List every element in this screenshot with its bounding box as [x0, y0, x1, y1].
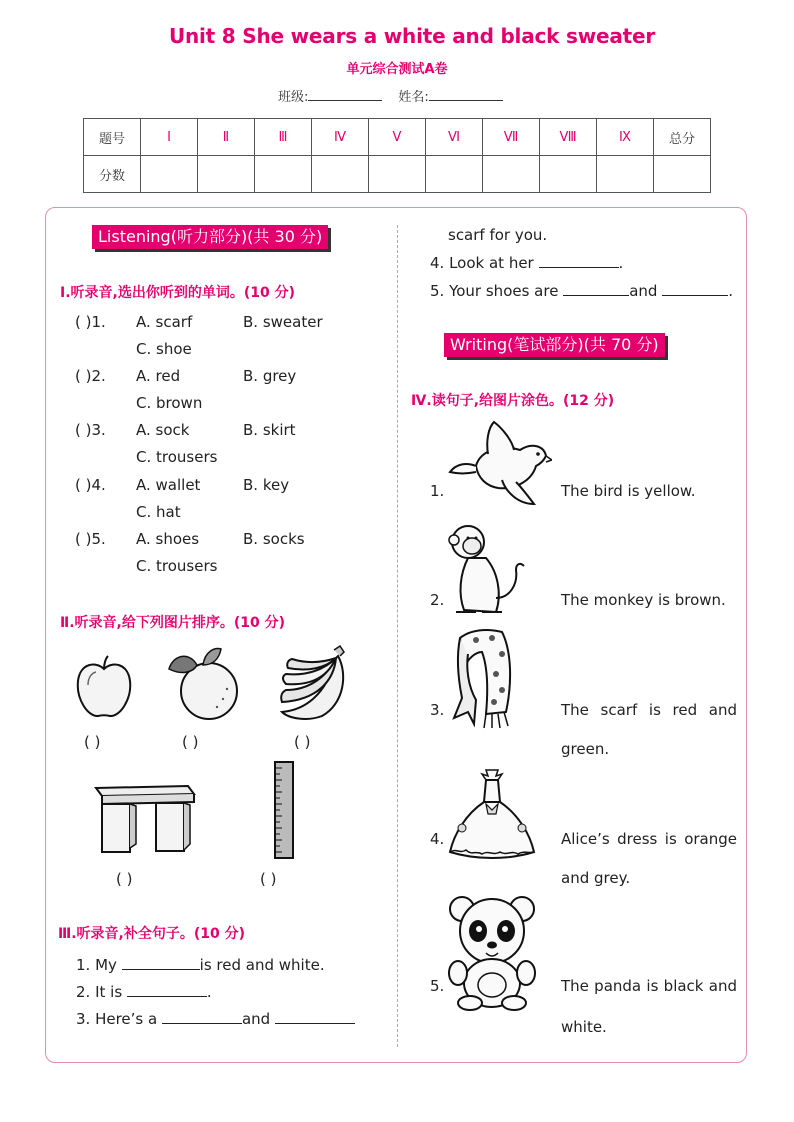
color-item-3-text-line1: The scarf is red and — [561, 701, 737, 719]
column-divider — [397, 225, 398, 1047]
worksheet-subtitle: 单元综合测试A卷 — [346, 62, 448, 77]
score-cell-header: Ⅷ — [540, 119, 597, 156]
question-4-option-c: C. hat — [136, 503, 181, 521]
sentence-3-middle: and — [241, 1010, 275, 1028]
question-2-number: ( )2. — [75, 367, 106, 385]
listening-banner: Listening(听力部分)(共 30 分) — [92, 225, 328, 249]
apple-icon — [74, 655, 134, 719]
bananas-icon — [278, 644, 352, 722]
score-cell-header: Ⅱ — [198, 119, 255, 156]
score-cell[interactable] — [312, 156, 369, 193]
question-5-option-a: A. shoes — [136, 530, 200, 548]
sentence-4-blank[interactable] — [539, 253, 619, 268]
color-item-2-text: The monkey is brown. — [561, 591, 726, 609]
score-cell-header: Ⅳ — [312, 119, 369, 156]
score-cell[interactable] — [597, 156, 654, 193]
orange-icon — [167, 645, 245, 721]
question-3-option-c: C. trousers — [136, 448, 218, 466]
sentence-5-end: . — [728, 282, 733, 300]
writing-banner: Writing(笔试部分)(共 70 分) — [444, 333, 665, 357]
order-blank-2[interactable]: ( ) — [182, 733, 199, 751]
question-4-option-b: B. key — [243, 476, 290, 494]
question-1-option-a: A. scarf — [136, 313, 193, 331]
sentence-1-end: is red and white. — [199, 956, 325, 974]
sentence-3-blank-1[interactable] — [162, 1009, 242, 1024]
color-item-2-number: 2. — [430, 591, 445, 609]
sentence-5-middle: and — [629, 282, 663, 300]
question-5-option-b: B. socks — [243, 530, 305, 548]
score-cell[interactable] — [483, 156, 540, 193]
color-item-3-number: 3. — [430, 701, 445, 719]
ruler-icon — [272, 760, 296, 860]
part1-heading: Ⅰ.听录音,选出你听到的单词。(10 分) — [60, 285, 295, 301]
sentence-2 — [76, 982, 212, 1001]
score-cell-header: Ⅸ — [597, 119, 654, 156]
score-cell[interactable] — [426, 156, 483, 193]
class-label: 班级: — [278, 90, 309, 105]
sentence-2-start: 2. It is — [76, 983, 127, 1001]
question-2-option-c: C. brown — [136, 394, 203, 412]
sentence-1-start: 1. My — [76, 956, 122, 974]
bird-icon — [446, 420, 552, 510]
question-2-option-a: A. red — [136, 367, 181, 385]
monkey-icon — [446, 518, 526, 618]
score-cell[interactable] — [255, 156, 312, 193]
panda-icon — [446, 893, 538, 1011]
score-cell-header: Ⅵ — [426, 119, 483, 156]
name-blank[interactable] — [429, 88, 503, 101]
color-item-4-number: 4. — [430, 830, 445, 848]
question-1-option-b: B. sweater — [243, 313, 323, 331]
sentence-3-start: 3. Here’s a — [76, 1010, 162, 1028]
sentence-1-blank[interactable] — [122, 955, 200, 970]
question-1-option-c: C. shoe — [136, 340, 192, 358]
score-cell[interactable] — [654, 156, 711, 193]
score-cell[interactable] — [198, 156, 255, 193]
score-cell-header: Ⅲ — [255, 119, 312, 156]
score-row-label: 分数 — [84, 156, 141, 193]
color-item-4-text-line1: Alice’s dress is orange — [561, 830, 737, 848]
sentence-4-start: 4. Look at her — [430, 254, 539, 272]
dress-icon — [446, 768, 538, 860]
score-table — [83, 118, 711, 193]
class-blank[interactable] — [308, 88, 382, 101]
color-item-5-text-line1: The panda is black and — [561, 977, 737, 995]
sentence-2-blank[interactable] — [127, 982, 207, 997]
sentence-5-start: 5. Your shoes are — [430, 282, 564, 300]
order-blank-3[interactable]: ( ) — [294, 733, 311, 751]
sentence-3 — [76, 1009, 355, 1028]
score-cell-header: 总分 — [654, 119, 711, 156]
order-blank-5[interactable]: ( ) — [260, 870, 277, 888]
order-blank-1[interactable]: ( ) — [84, 733, 101, 751]
score-cell[interactable] — [540, 156, 597, 193]
question-3-number: ( )3. — [75, 421, 106, 439]
sentence-5-blank-2[interactable] — [662, 281, 728, 296]
sentence-5 — [430, 281, 733, 300]
score-cell-header: 题号 — [84, 119, 141, 156]
score-cell[interactable] — [369, 156, 426, 193]
sentence-1 — [76, 955, 325, 974]
sentence-5-blank-1[interactable] — [563, 281, 629, 296]
score-cell-header: Ⅰ — [141, 119, 198, 156]
question-3-option-a: A. sock — [136, 421, 190, 439]
score-cell-header: Ⅴ — [369, 119, 426, 156]
question-5-number: ( )5. — [75, 530, 106, 548]
score-table-header-row — [84, 119, 711, 156]
sentence-2-end: . — [206, 983, 212, 1001]
question-4-option-a: A. wallet — [136, 476, 201, 494]
question-5-option-c: C. trousers — [136, 557, 218, 575]
color-item-5-number: 5. — [430, 977, 445, 995]
scarf-icon — [446, 628, 518, 730]
part3-heading: Ⅲ.听录音,补全句子。(10 分) — [58, 926, 246, 942]
color-item-3-text-line2: green. — [561, 740, 610, 758]
class-name-line — [278, 86, 503, 105]
color-item-1-text: The bird is yellow. — [561, 482, 696, 500]
sentence-4-end: . — [618, 254, 624, 272]
color-item-5-text-line2: white. — [561, 1018, 607, 1036]
question-1-number: ( )1. — [75, 313, 106, 331]
sentence-4 — [430, 253, 623, 272]
score-cell[interactable] — [141, 156, 198, 193]
score-table-score-row — [84, 156, 711, 193]
color-item-4-text-line2: and grey. — [561, 869, 631, 887]
question-4-number: ( )4. — [75, 476, 106, 494]
part2-heading: Ⅱ.听录音,给下列图片排序。(10 分) — [60, 615, 286, 631]
sentence-3-continued: scarf for you. — [448, 226, 548, 244]
color-item-1-number: 1. — [430, 482, 445, 500]
question-3-option-b: B. skirt — [243, 421, 296, 439]
question-2-option-b: B. grey — [243, 367, 297, 385]
part4-heading: Ⅳ.读句子,给图片涂色。(12 分) — [411, 393, 615, 409]
order-blank-4[interactable]: ( ) — [116, 870, 133, 888]
score-cell-header: Ⅶ — [483, 119, 540, 156]
worksheet-title: Unit 8 She wears a white and black sweater — [168, 24, 656, 48]
desk-icon — [92, 784, 198, 856]
sentence-3-blank-2[interactable] — [275, 1009, 355, 1024]
name-label: 姓名: — [398, 90, 429, 105]
